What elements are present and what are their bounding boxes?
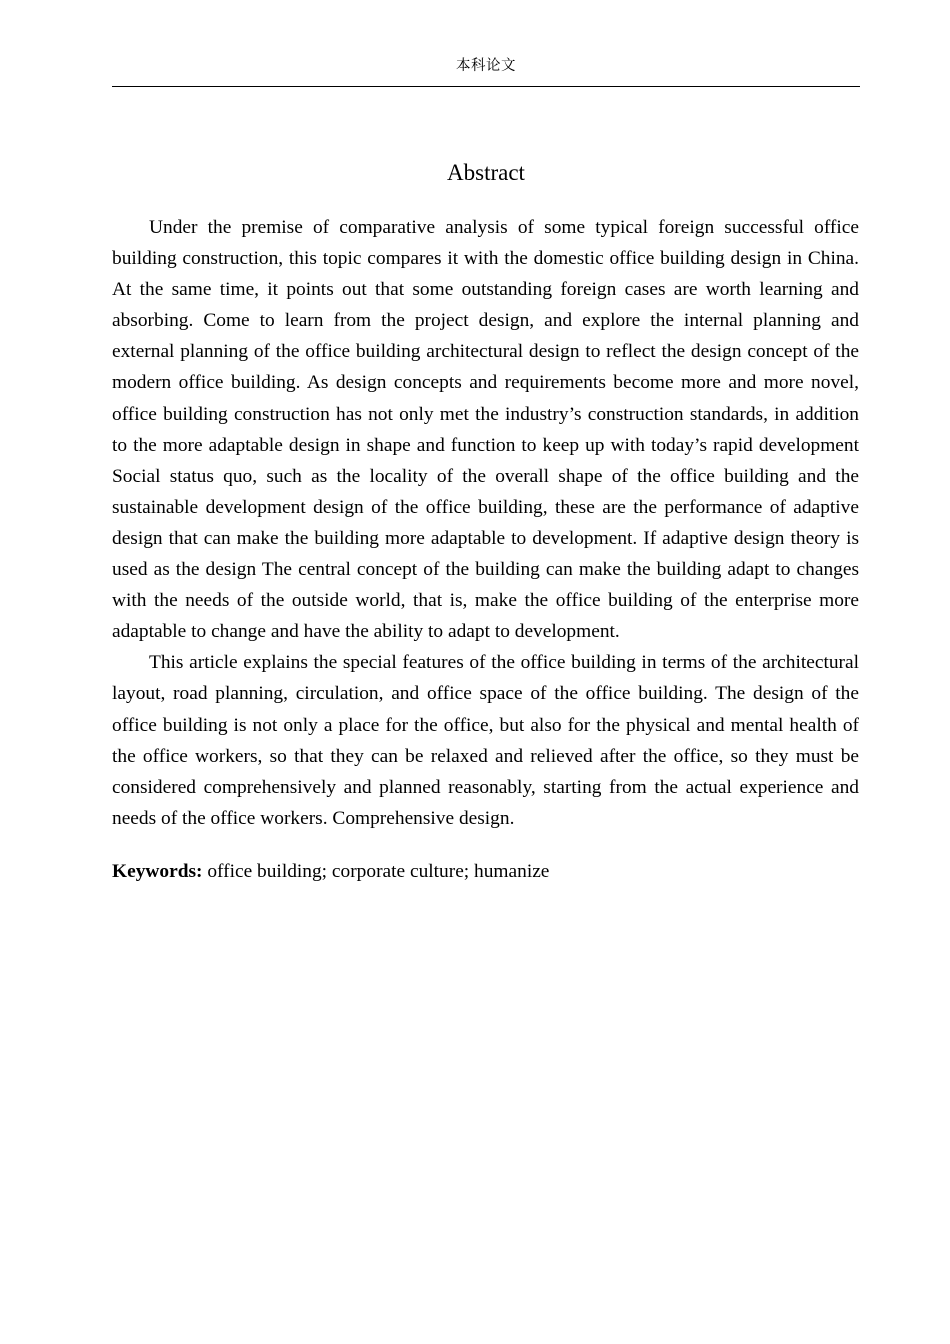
header-divider-rule: [112, 86, 860, 87]
abstract-paragraph-2: This article explains the special features of the office building in terms of the architectural layout, road planning, circulation, and office space of the office building. The design of the office building is not only a place for the office, but also for the physical and mental health of the office workers, so that they can be relaxed and relieved after the office, so they must be considered comprehensively and planned reasonably, starting from the actual experience and needs of the office workers. Comprehensive design.: [112, 652, 859, 829]
abstract-body: [112, 212, 859, 887]
keywords-label: Keywords:: [112, 860, 203, 882]
running-header-title: 本科论文: [456, 58, 516, 74]
keywords-line: [112, 856, 859, 887]
keywords-value: office building; corporate culture; humanize: [202, 860, 550, 882]
page-title: Abstract: [447, 160, 525, 186]
abstract-paragraph-1: Under the premise of comparative analysis of some typical foreign successful office building construction, this topic compares it with the domestic office building design in China. At the same time, it points out that some outstanding foreign cases are worth learning and absorbing. Come to learn from the project design, and explore the internal planning and external planning of the office building architectural design to reflect the design concept of the modern office building. As design concepts and requirements become more and more novel, office building construction has not only met the industry’s construction standards, in addition to the more adaptable design in shape and function to keep up with today’s rapid development Social status quo, such as the locality of the overall shape of the office building and the sustainable development design of the office building, these are the performance of adaptive design that can make the building more adaptable to development. If adaptive design theory is used as the design The central concept of the building can make the building adapt to changes with the needs of the outside world, that is, make the office building of the enterprise more adaptable to change and have the ability to adapt to development.: [112, 217, 859, 643]
page-header: [112, 56, 860, 95]
